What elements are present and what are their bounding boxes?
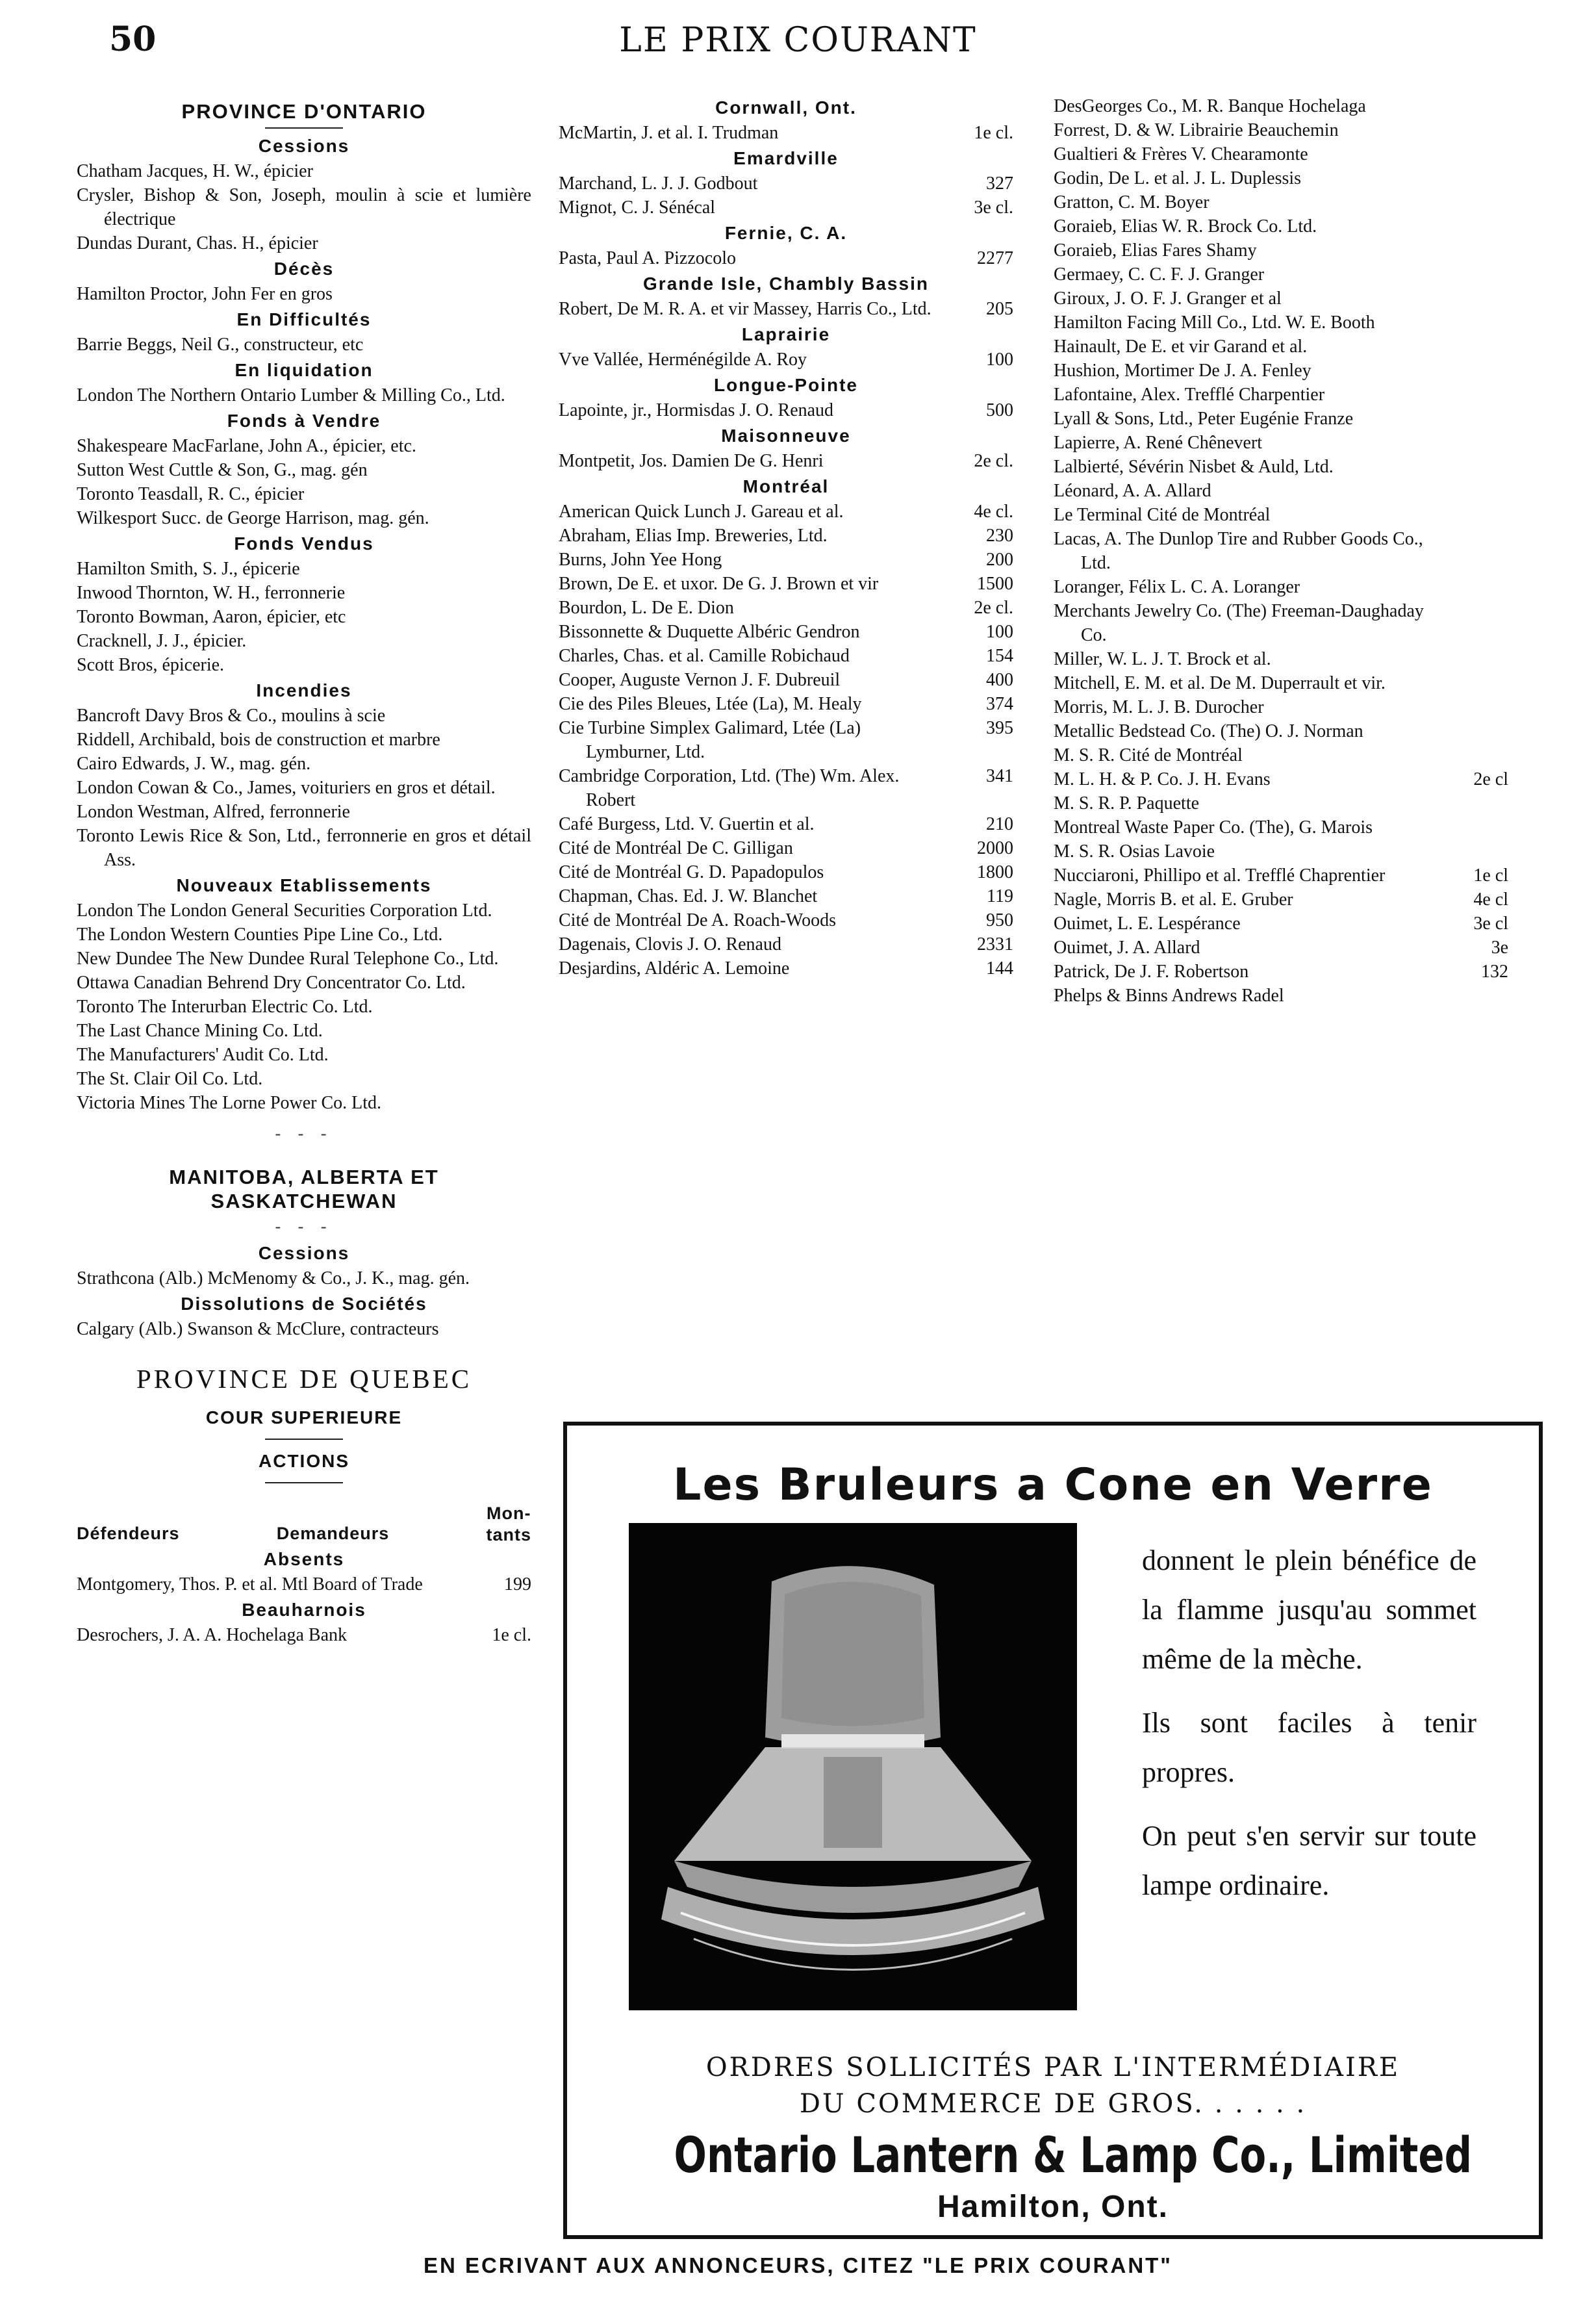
page-number: 50 [109,19,157,59]
party-names: Patrick, De J. F. Robertson [1054,962,1249,982]
party-names: Nagle, Morris B. et al. E. Gruber [1054,890,1293,910]
amount: 327 [986,173,1013,194]
party-names: M. S. R. P. Paquette [1054,793,1200,813]
party-names: Loranger, Félix L. C. A. Loranger [1054,577,1300,597]
ad-headline: Les Bruleurs a Cone en Verre [673,1459,1433,1511]
party-names: Lalbierté, Sévérin Nisbet & Auld, Ltd. [1054,457,1334,477]
column-header-defendeurs: Défendeurs [77,1524,180,1543]
party-names: Vve Vallée, Herménégilde A. Roy [559,350,807,370]
amount: 200 [986,550,1013,570]
amount: 3e cl. [974,198,1013,218]
table-row [1054,383,1508,407]
party-names: Dagenais, Clovis J. O. Renaud [559,934,781,954]
table-row [77,1623,531,1647]
table-row [1054,647,1508,671]
section-heading: PROVINCE D'ONTARIO [181,100,427,123]
subheading: Laprairie [741,324,831,344]
list-item: Toronto Bowman, Aaron, épicier, etc [77,607,346,627]
table-row [1054,984,1508,1008]
subheading: Dissolutions de Sociétés [181,1294,427,1314]
party-names: Cie des Piles Bleues, Ltée (La), M. Healy [559,694,862,714]
entry-list [77,1317,531,1341]
divider [265,127,343,129]
list-item: Inwood Thornton, W. H., ferronnerie [77,583,346,603]
list-item: Victoria Mines The Lorne Power Co. Ltd. [77,1093,382,1113]
party-names: Desjardins, Aldéric A. Lemoine [559,958,790,979]
party-names: Montpetit, Jos. Damien De G. Henri [559,451,824,471]
table-row [559,172,1013,196]
table-row [1054,503,1508,527]
amount: 119 [987,886,1013,906]
amount: 3e [1491,938,1508,958]
party-names: McMartin, J. et al. I. Trudman [559,123,779,143]
table-row [1054,936,1508,960]
subheading: Longue-Pointe [714,375,858,395]
burner-illustration [629,1523,1077,2010]
subheading: Absents [263,1549,345,1569]
divider: - - - [275,1124,333,1143]
page-footer: EN ECRIVANT AUX ANNONCEURS, CITEZ "LE PRIX COURANT" [424,2253,1172,2277]
amount: 199 [504,1574,531,1594]
ad-copy-paragraph: Ils sont faciles à tenir propres. [1142,1707,1476,1788]
subheading: Maisonneuve [721,426,851,446]
table-row [77,1572,531,1596]
subheading: Fernie, C. A. [724,223,848,243]
party-names: Desrochers, J. A. A. Hochelaga Bank [77,1625,348,1645]
table-row [559,196,1013,220]
subheading: Emardville [733,148,839,168]
advertisement [563,1422,1543,2239]
list-item: Strathcona (Alb.) McMenomy & Co., J. K., mag. gén. [77,1268,470,1288]
party-names: Burns, John Yee Hong [559,550,722,570]
table-row [1054,695,1508,719]
subheading: Fonds à Vendre [227,411,381,431]
burner-photo [629,1523,1077,2010]
table-row [1054,190,1508,214]
table-row [559,716,1013,764]
party-names: Lapierre, A. René Chênevert [1054,433,1263,453]
table-row [1054,864,1508,888]
party-names: Gualtieri & Frères V. Chearamonte [1054,144,1308,164]
table-row [559,956,1013,980]
amount: 1e cl [1473,865,1508,886]
list-item: New Dundee The New Dundee Rural Telephone Co., Ltd. [77,949,499,969]
table-row [559,668,1013,692]
party-names: Metallic Bedstead Co. (The) O. J. Norman [1054,721,1363,741]
party-names: M. L. H. & P. Co. J. H. Evans [1054,769,1271,789]
amount: 2e cl. [974,598,1013,618]
list-item: The St. Clair Oil Co. Ltd. [77,1069,263,1089]
list-item: Barrie Beggs, Neil G., constructeur, etc [77,335,364,355]
list-item: London Westman, Alfred, ferronnerie [77,802,350,822]
divider: - - - [275,1217,333,1236]
party-names: Miller, W. L. J. T. Brock et al. [1054,649,1271,669]
amount: 395 [986,718,1013,738]
table-row [1054,912,1508,936]
party-names: Marchand, L. J. J. Godbout [559,173,758,194]
entry-list [77,899,531,1115]
entry-list [77,333,531,357]
party-names: Phelps & Binns Andrews Radel [1054,986,1284,1006]
party-names: DesGeorges Co., M. R. Banque Hochelaga [1054,96,1366,116]
party-names: Ouimet, J. A. Allard [1054,938,1200,958]
entry-list [77,557,531,677]
table-row [559,932,1013,956]
table-row [1054,287,1508,311]
table-row [559,524,1013,548]
party-names: Lacas, A. The Dunlop Tire and Rubber Goods Co., Ltd. [1054,529,1423,573]
list-item: Sutton West Cuttle & Son, G., mag. gén [77,460,368,480]
list-item: London Cowan & Co., James, voituriers en gros et détail. [77,778,496,798]
party-names: Mitchell, E. M. et al. De M. Duperrault et vir. [1054,673,1386,693]
subheading: Décès [273,259,335,279]
party-names: Charles, Chas. et al. Camille Robichaud [559,646,850,666]
amount: 2000 [977,838,1013,858]
table-row [559,764,1013,812]
table-header [77,1503,531,1546]
amount: 1e cl. [492,1625,531,1645]
ad-company-name: Ontario Lantern & Lamp Co., Limited [674,2126,1473,2184]
running-title: LE PRIX COURANT [619,21,977,60]
list-item: Riddell, Archibald, bois de construction et marbre [77,730,440,750]
list-item: Chatham Jacques, H. W., épicier [77,161,313,181]
party-names: Mignot, C. J. Sénécal [559,198,716,218]
table-row [559,692,1013,716]
table-row [1054,166,1508,190]
party-names: M. S. R. Cité de Montréal [1054,745,1243,765]
entry-list [77,704,531,872]
column-2 [559,94,1013,980]
list-item: Toronto The Interurban Electric Co. Ltd. [77,997,373,1017]
party-names: American Quick Lunch J. Gareau et al. [559,502,844,522]
table-row [1054,455,1508,479]
divider [265,1482,343,1483]
table-row [1054,743,1508,767]
entry-list [77,1266,531,1290]
amount: 210 [986,814,1013,834]
party-names: Hamilton Facing Mill Co., Ltd. W. E. Booth [1054,313,1375,333]
list-item: Toronto Teasdall, R. C., épicier [77,484,305,504]
list-item: Ottawa Canadian Behrend Dry Concentrator Co. Ltd. [77,973,466,993]
party-names: Cooper, Auguste Vernon J. F. Dubreuil [559,670,841,690]
amount: 3e cl [1473,914,1508,934]
subheading: Cornwall, Ont. [715,97,857,118]
list-item: Crysler, Bishop & Son, Joseph, moulin à scie et lumière électrique [77,185,531,229]
amount: 2331 [977,934,1013,954]
amount: 500 [986,400,1013,420]
table-row [559,348,1013,372]
list-item: Bancroft Davy Bros & Co., moulins à scie [77,706,386,726]
party-names: Giroux, J. O. F. J. Granger et al [1054,288,1282,309]
party-names: Cambridge Corporation, Ltd. (The) Wm. Alex. Robert [559,766,900,810]
list-item: Cairo Edwards, J. W., mag. gén. [77,754,311,774]
amount: 2277 [977,248,1013,268]
list-item: Wilkesport Succ. de George Harrison, mag. gén. [77,508,429,528]
amount: 374 [986,694,1013,714]
table-row [559,121,1013,145]
column-3 [1054,94,1508,1008]
list-item: Shakespeare MacFarlane, John A., épicier, etc. [77,436,416,456]
amount: 100 [986,622,1013,642]
entry-list [77,434,531,530]
party-names: Cité de Montréal G. D. Papadopulos [559,862,824,882]
subheading: Cessions [258,136,350,156]
section-heading: PROVINCE DE QUEBEC [136,1364,472,1394]
amount: 4e cl. [974,502,1013,522]
party-names: Gratton, C. M. Boyer [1054,192,1210,212]
party-names: Germaey, C. C. F. J. Granger [1054,264,1265,285]
table-row [1054,888,1508,912]
table-row [559,500,1013,524]
subheading: En liquidation [234,360,374,380]
amount: 1500 [977,574,1013,594]
table-row [559,398,1013,422]
table-row [1054,238,1508,262]
ad-city: Hamilton, Ont. [937,2190,1169,2224]
party-names: Bissonnette & Duquette Albéric Gendron [559,622,860,642]
table-row [1054,407,1508,431]
amount: 400 [986,670,1013,690]
table-row [1054,719,1508,743]
table-row [559,449,1013,473]
table-row [1054,262,1508,287]
table-row [1054,575,1508,599]
table-row [559,297,1013,321]
table-row [1054,94,1508,118]
party-names: Hainault, De E. et vir Garand et al. [1054,337,1308,357]
section-heading: MANITOBA, ALBERTA ET SASKATCHEWAN [169,1166,439,1212]
column-1 [77,94,531,1647]
party-names: M. S. R. Osias Lavoie [1054,841,1215,862]
party-names: Merchants Jewelry Co. (The) Freeman-Daughaday Co. [1054,601,1424,645]
table-row [559,596,1013,620]
divider [265,1439,343,1440]
list-item: London The Northern Ontario Lumber & Milling Co., Ltd. [77,385,505,405]
amount: 2e cl [1473,769,1508,789]
subheading: Montréal [742,476,830,496]
table-row [1054,214,1508,238]
list-item: Hamilton Smith, S. J., épicerie [77,559,300,579]
ad-orders-line: ORDRES SOLLICITÉS PAR L'INTERMÉDIAIRE [705,2053,1400,2082]
entry-list [77,383,531,407]
list-item: The London Western Counties Pipe Line Co., Ltd. [77,925,443,945]
party-names: Café Burgess, Ltd. V. Guertin et al. [559,814,815,834]
table-row [1054,599,1508,647]
party-names: Léonard, A. A. Allard [1054,481,1211,501]
party-names: Forrest, D. & W. Librairie Beauchemin [1054,120,1339,140]
column-header-montants: Mon- tants [486,1504,531,1544]
list-item: Hamilton Proctor, John Fer en gros [77,284,333,304]
amount: 341 [986,766,1013,786]
table-row [559,572,1013,596]
table-row [1054,479,1508,503]
party-names: Lafontaine, Alex. Trefflé Charpentier [1054,385,1325,405]
party-names: Goraieb, Elias Fares Shamy [1054,240,1257,261]
party-names: Goraieb, Elias W. R. Brock Co. Ltd. [1054,216,1317,237]
table-row [559,548,1013,572]
list-item: Cracknell, J. J., épicier. [77,631,247,651]
table-row [559,812,1013,836]
party-names: Chapman, Chas. Ed. J. W. Blanchet [559,886,818,906]
amount: 1e cl. [974,123,1013,143]
subheading: Incendies [256,680,352,700]
entry-list [77,1572,531,1596]
table-row [559,884,1013,908]
table-row [559,246,1013,270]
table-row [559,908,1013,932]
party-names: Pasta, Paul A. Pizzocolo [559,248,736,268]
party-names: Montgomery, Thos. P. et al. Mtl Board of Trade [77,1574,423,1594]
amount: 154 [986,646,1013,666]
party-names: Abraham, Elias Imp. Breweries, Ltd. [559,526,828,546]
list-item: The Manufacturers' Audit Co. Ltd. [77,1045,329,1065]
ad-copy [1142,1536,1476,1925]
amount: 1800 [977,862,1013,882]
table-row [1054,359,1508,383]
entry-list [77,282,531,306]
subheading: COUR SUPERIEURE [205,1407,403,1427]
subheading: Cessions [258,1243,350,1263]
subheading: Beauharnois [242,1600,366,1620]
list-item: Dundas Durant, Chas. H., épicier [77,233,318,253]
amount: 4e cl [1473,890,1508,910]
amount: 230 [986,526,1013,546]
party-names: Lyall & Sons, Ltd., Peter Eugénie Franze [1054,409,1354,429]
party-names: Bourdon, L. De E. Dion [559,598,734,618]
amount: 100 [986,350,1013,370]
table-row [1054,815,1508,839]
party-names: Cie Turbine Simplex Galimard, Ltée (La) Lymburner, Ltd. [559,718,861,762]
table-row [559,860,1013,884]
table-row [1054,791,1508,815]
amount: 950 [986,910,1013,930]
amount: 205 [986,299,1013,319]
subheading: Grande Isle, Chambly Bassin [643,274,929,294]
subheading: En Difficultés [236,309,372,329]
list-item: London The London General Securities Corporation Ltd. [77,901,492,921]
table-row [1054,527,1508,575]
table-row [559,836,1013,860]
party-names: Lapointe, jr., Hormisdas J. O. Renaud [559,400,834,420]
entry-list [77,1623,531,1647]
table-row [1054,767,1508,791]
party-names: Brown, De E. et uxor. De G. J. Brown et vir [559,574,879,594]
ad-orders [567,2049,1539,2122]
table-row [1054,431,1508,455]
table-row [1054,118,1508,142]
column-header-demandeurs: Demandeurs [276,1524,390,1543]
table-row [1054,142,1508,166]
table-row [1054,671,1508,695]
table-row [1054,839,1508,864]
list-item: Scott Bros, épicerie. [77,655,225,675]
party-names: Nucciaroni, Phillipo et al. Trefflé Chaprentier [1054,865,1386,886]
ad-orders-line: DU COMMERCE DE GROS. . . . . . [799,2089,1307,2119]
subheading: Fonds Vendus [234,533,374,554]
party-names: Robert, De M. R. A. et vir Massey, Harris Co., Ltd. [559,299,931,319]
party-names: Godin, De L. et al. J. L. Duplessis [1054,168,1302,188]
amount: 144 [986,958,1013,979]
amount: 132 [1481,962,1508,982]
table-row [1054,335,1508,359]
party-names: Morris, M. L. J. B. Durocher [1054,697,1264,717]
party-names: Hushion, Mortimer De J. A. Fenley [1054,361,1311,381]
party-names: Ouimet, L. E. Lespérance [1054,914,1241,934]
ad-copy-paragraph: donnent le plein bénéfice de la flamme jusqu'au sommet même de la mèche. [1142,1544,1476,1675]
ad-copy-paragraph: On peut s'en servir sur toute lampe ordinaire. [1142,1820,1476,1901]
table-row [559,620,1013,644]
entry-list [77,159,531,255]
table-row [1054,960,1508,984]
list-item: Calgary (Alb.) Swanson & McClure, contracteurs [77,1319,439,1339]
table-row [1054,311,1508,335]
party-names: Cité de Montréal De C. Gilligan [559,838,793,858]
table-row [559,644,1013,668]
party-names: Cité de Montréal De A. Roach-Woods [559,910,836,930]
subheading: Nouveaux Etablissements [176,875,432,895]
subheading: ACTIONS [259,1451,349,1471]
list-item: Toronto Lewis Rice & Son, Ltd., ferronnerie en gros et détail Ass. [77,826,531,870]
amount: 2e cl. [974,451,1013,471]
party-names: Montreal Waste Paper Co. (The), G. Marois [1054,817,1373,838]
list-item: The Last Chance Mining Co. Ltd. [77,1021,323,1041]
party-names: Le Terminal Cité de Montréal [1054,505,1271,525]
